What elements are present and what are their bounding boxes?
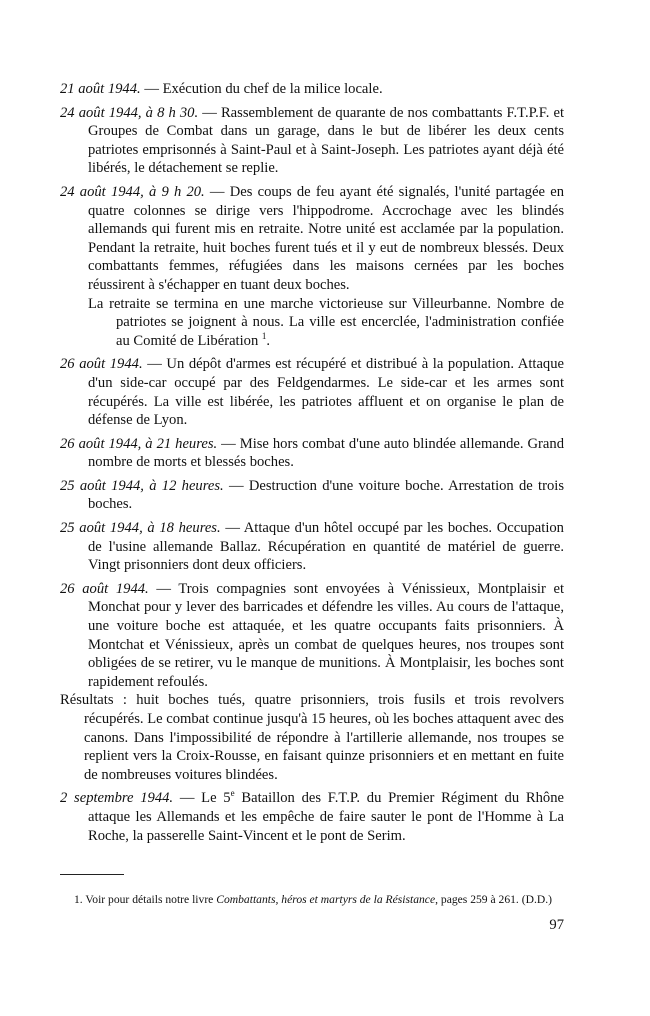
footnote-rule: [60, 874, 124, 875]
entry-26-aout-21h: [60, 435, 564, 472]
entry-24-aout-9h20: [60, 183, 564, 295]
entry-date: 25 août 1944, à 18 heures.: [60, 520, 221, 537]
entry-26-aout-compagnies: [60, 580, 564, 692]
entry-text: — Des coups de feu ayant été signalés, l'unité partagée en quatre colonnes se dirige vers l'hippodrome. Accrochage avec les blindés allemands qui furent mis en retraite. Notre unité est acclamée par la population. Pendant la retraite, huit boches furent tués et il y eut de nombreux blessés. Deux combattants femmes, réfugiées dans les maisons cernées par les boches réussirent à s'échapper en tuant deux boches.: [88, 183, 564, 293]
entry-date: 26 août 1944, à 21 heures.: [60, 435, 218, 452]
footnote-pre: Voir pour détails notre livre: [82, 892, 217, 906]
entry-text-a: — Le 5: [173, 790, 231, 807]
footnote-marker: 1.: [74, 892, 83, 906]
entry-date: 2 septembre 1944.: [60, 790, 174, 807]
entry-text: — Trois compagnies sont envoyées à Vénissieux, Montplaisir et Monchat pour y lever des barricades et défendre les villes. Au cours de l'attaque, une voiture boche est attaquée, et les quatre occupants faits prisonniers. À Montchat et Vénissieux, après un combat de quelques heures, nos troupes sont obligées de se retirer, vu le manque de munitions. À Montplaisir, les boches sont rapidement refoulés.: [88, 580, 565, 690]
entry-25-aout-18h: [60, 519, 564, 575]
footnote: [60, 892, 564, 907]
entry-21-aout: [60, 80, 564, 99]
entry-text: — Mise hors combat d'une auto blindée allemande. Grand nombre de morts et blessés boches.: [88, 435, 564, 471]
entry-2-septembre: [60, 789, 564, 845]
entry-text: — Rassemblement de quarante de nos combattants F.T.P.F. et Groupes de Combat dans un garage, dans le but de libérer les deux cents patriotes emprisonnés à Saint-Paul et à Saint-Joseph. Les patriotes ayant déjà été libérés, le détachement se replie.: [88, 104, 565, 177]
retreat-end: .: [266, 332, 271, 349]
results-paragraph: Résultats : huit boches tués, quatre prisonniers, trois fusils et trois revolvers récupérés. Le combat continue jusqu'à 15 heures, où les boches attaquent avec des canons. Dans l'impossibilité de répondre à l'artillerie allemande, nos troupes se replient vers la Croix-Rousse, en faisant quinze prisonniers et en mettant en fuite de nombreuses voitures blindées.: [60, 692, 564, 783]
entry-date: 26 août 1944.: [60, 580, 149, 597]
entry-text: — Un dépôt d'armes est récupéré et distribué à la population. Attaque d'un side-car occupé par des Feldgendarmes. Le side-car et les armes sont récupérés. La ville est libérée, les patriotes affluent et on organise le plan de défense de Lyon.: [88, 356, 564, 429]
entry-date: 24 août 1944, à 9 h 20.: [60, 183, 205, 200]
footnote-book-title: Combattants, héros et martyrs de la Résistance: [216, 892, 436, 906]
retreat-paragraph: [60, 295, 564, 351]
entry-date: 21 août 1944.: [60, 81, 141, 97]
footnote-ref: 1: [261, 330, 267, 341]
entry-text-b: Bataillon des F.T.P. du Premier Régiment du Rhône attaque les Allemands et les empêche de faire sauter le pont de l'Homme à La Roche, la passerelle Saint-Vincent et le pont de Serim.: [88, 790, 565, 844]
entry-text: — Exécution du chef de la milice locale.: [140, 81, 383, 97]
page-body: [60, 80, 564, 850]
entry-date: 24 août 1944, à 8 h 30.: [60, 104, 199, 121]
entry-text: — Attaque d'un hôtel occupé par les boches. Occupation de l'usine allemande Ballaz. Récupération en quantité de matériel de guerre. Vingt prisonniers dont deux officiers.: [88, 520, 564, 574]
entry-date: 25 août 1944, à 12 heures.: [60, 477, 224, 494]
entry-26-aout: [60, 355, 564, 429]
ordinal-sup: e: [230, 788, 235, 799]
footnote-post: , pages 259 à 261. (D.D.): [435, 892, 552, 906]
entry-25-aout-12h: [60, 477, 564, 514]
retreat-text: La retraite se termina en une marche victorieuse sur Villeurbanne. Nombre de patriotes se joignent à nous. La ville est encerclée, l'administration confiée au Comité de Libération: [88, 295, 564, 349]
entry-date: 26 août 1944.: [60, 356, 143, 373]
page-number: 97: [549, 917, 564, 933]
entry-24-aout-8h30: [60, 104, 564, 178]
entry-text: — Destruction d'une voiture boche. Arrestation de trois boches.: [88, 477, 564, 513]
